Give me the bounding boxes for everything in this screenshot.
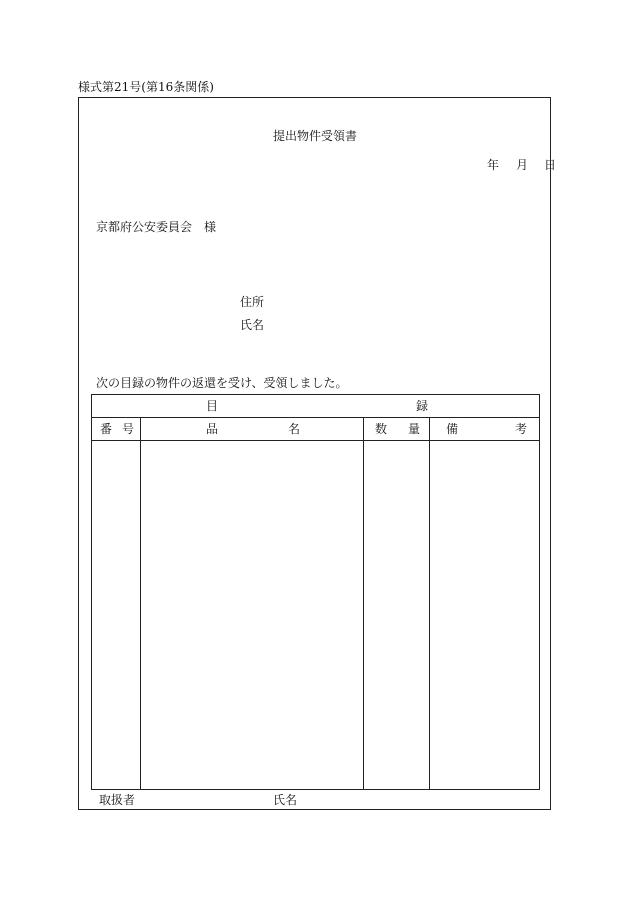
table-header-divider xyxy=(92,417,539,418)
column-header-qty-b: 量 xyxy=(408,422,421,436)
address-label: 住所 xyxy=(240,295,265,309)
table-header-mokuroku-1: 目 xyxy=(206,399,219,413)
table-column-header-divider xyxy=(92,440,539,441)
column-header-note-a: 備 xyxy=(446,422,459,436)
column-header-item-a: 品 xyxy=(206,422,219,436)
date-year: 年 xyxy=(487,158,500,172)
footer-name-label: 氏名 xyxy=(273,793,298,807)
date-day: 日 xyxy=(544,158,557,172)
table-column-divider xyxy=(363,417,364,789)
date-line xyxy=(487,158,556,172)
date-month: 月 xyxy=(516,158,529,172)
document-title: 提出物件受領書 xyxy=(272,129,357,143)
table-header-mokuroku-2: 録 xyxy=(416,399,429,413)
footer-handler-label: 取扱者 xyxy=(99,793,136,807)
column-header-note-b: 考 xyxy=(515,422,528,436)
table-column-divider xyxy=(140,417,141,789)
inventory-table xyxy=(91,394,540,790)
column-header-item-b: 名 xyxy=(288,422,301,436)
form-number-label: 様式第21号(第16条関係) xyxy=(78,80,214,94)
column-header-number-a: 番 xyxy=(100,422,113,436)
statement-text: 次の目録の物件の返還を受け、受領しました。 xyxy=(96,376,348,390)
name-label: 氏名 xyxy=(240,318,265,332)
column-header-number-b: 号 xyxy=(122,422,135,436)
column-header-qty-a: 数 xyxy=(375,422,388,436)
table-column-divider xyxy=(429,417,430,789)
addressee: 京都府公安委員会 様 xyxy=(96,220,217,234)
